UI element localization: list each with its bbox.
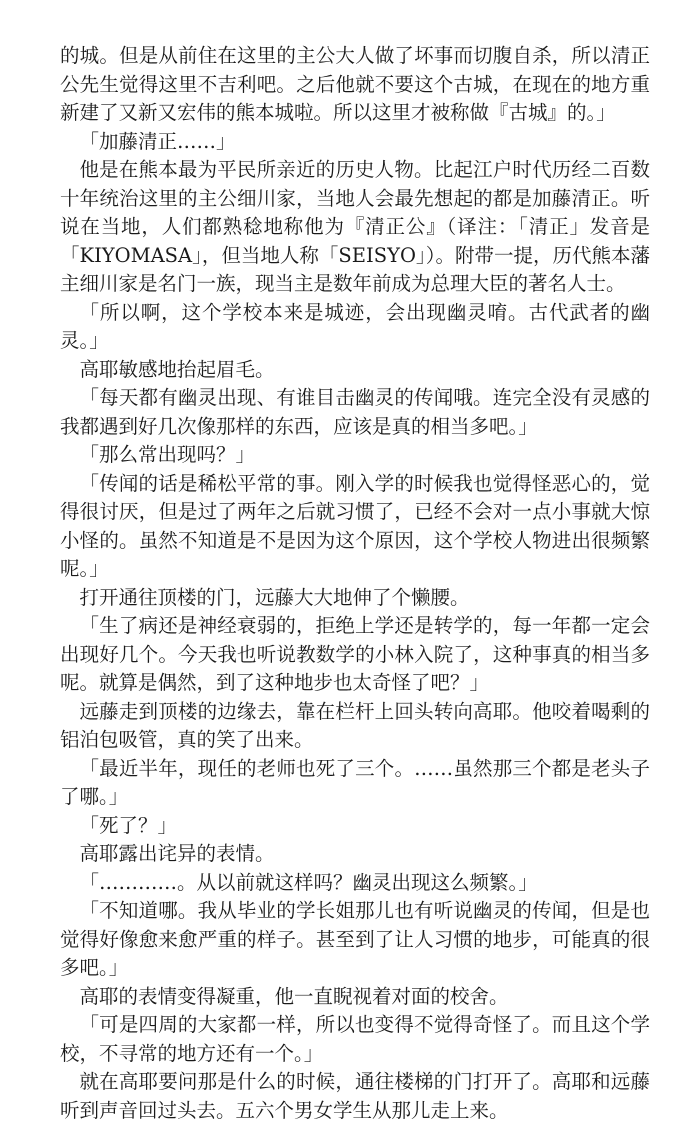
paragraph-8: 「传闻的话是稀松平常的事。刚入学的时候我也觉得怪恶心的，觉得很讨厌，但是过了两年之后就习惯了，已经不会对一点小事就大惊小怪的。虽然不知道是不是因为这个原因，这个学校人物进出很频繁呢。」 (60, 471, 650, 580)
paragraph-2: 「加藤清正……」 (79, 129, 236, 153)
paragraph-19: 就在高耶要问那是什么的时候，通往楼梯的门打开了。高耶和远藤听到声音回过头去。五六个男女学生从那儿走上来。 (60, 1070, 650, 1122)
paragraph-9: 打开通往顶楼的门，远藤大大地伸了个懒腰。 (79, 585, 470, 609)
paragraph-7: 「那么常出现吗？」 (79, 443, 256, 466)
paragraph-13: 「死了？」 (79, 813, 178, 837)
paragraph-16: 「不知道哪。我从毕业的学长姐那儿也有听说幽灵的传闻，但是也觉得好像愈来愈严重的样子。甚至到了让人习惯的地步，可能真的很多吧。」 (60, 899, 650, 979)
paragraph-12: 「最近半年，现任的老师也死了三个。……虽然那三个都是老头子了哪。」 (60, 756, 650, 808)
paragraph-1: 的城。但是从前住在这里的主公大人做了坏事而切腹自杀，所以清正公先生觉得这里不吉利吧。之后他就不要这个古城，在现在的地方重新建了又新又宏伟的熊本城啦。所以这里才被称做『古城』的。」 (60, 44, 650, 124)
paragraph-4: 「所以啊，这个学校本来是城迹，会出现幽灵唷。古代武者的幽灵。」 (60, 300, 650, 352)
paragraph-3: 他是在熊本最为平民所亲近的历史人物。比起江户时代历经二百数十年统治这里的主公细川家，当地人会最先想起的都是加藤清正。听说在当地，人们都熟稔地称他为『清正公』（译注：「清正」发音是「KIYOMASA」，但当地人称「SEISYO」）。附带一提，历代熊本藩主细川家是名门一族，现当主是数年前成为总理大臣的著名人士。 (60, 158, 650, 295)
paragraph-11: 远藤走到顶楼的边缘去，靠在栏杆上回头转向高耶。他咬着喝剩的铝泊包吸管，真的笑了出来。 (60, 699, 650, 751)
paragraph-14: 高耶露出诧异的表情。 (79, 842, 275, 865)
paragraph-10: 「生了病还是神经衰弱的，拒绝上学还是转学的，每一年都一定会出现好几个。今天我也听说教数学的小林入院了，这种事真的相当多呢。就算是偶然，到了这种地步也太奇怪了吧？」 (60, 614, 650, 694)
paragraph-18: 「可是四周的大家都一样，所以也变得不觉得奇怪了。而且这个学校，不寻常的地方还有一个。」 (60, 1013, 650, 1065)
paragraph-5: 高耶敏感地抬起眉毛。 (79, 357, 275, 381)
paragraph-15: 「…………。从以前就这样吗？幽灵出现这么频繁。」 (79, 870, 538, 894)
paragraph-17: 高耶的表情变得凝重，他一直睨视着对面的校舍。 (79, 984, 509, 1008)
paragraph-6: 「每天都有幽灵出现、有谁目击幽灵的传闻哦。连完全没有灵感的我都遇到好几次像那样的东西，应该是真的相当多吧。」 (60, 386, 650, 438)
novel-page (60, 42, 650, 1125)
